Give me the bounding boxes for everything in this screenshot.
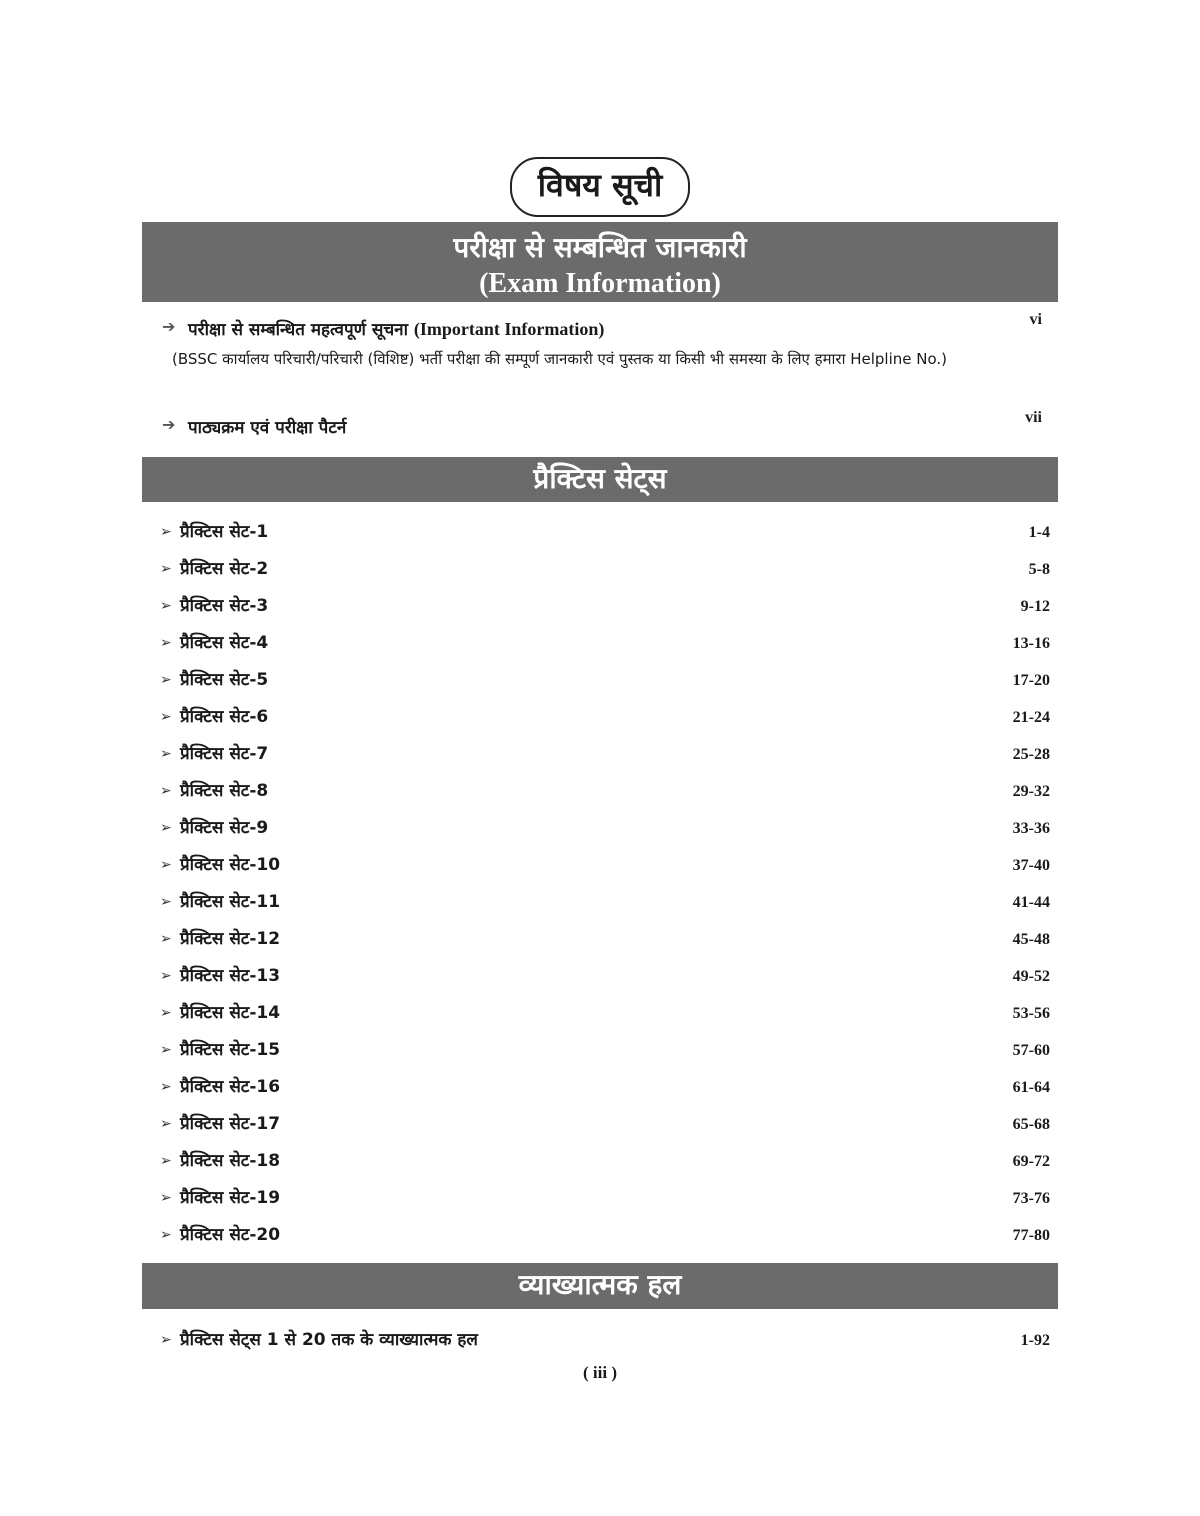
toc-entry-label: प्रैक्टिस सेट-9 (180, 818, 269, 838)
bullet-arrow-icon: ➢ (160, 672, 172, 688)
toc-entry-label-hindi: परीक्षा से सम्बन्धित महत्वपूर्ण सूचना (188, 320, 408, 340)
toc-entry-label-english: (Important Information) (413, 319, 605, 339)
page-title-container (0, 157, 1200, 217)
toc-entry-practice-set[interactable] (160, 592, 1052, 629)
toc-entry-label: प्रैक्टिस सेट-5 (180, 670, 269, 690)
toc-entry-page: 57-60 (1012, 1042, 1050, 1059)
exam-info-heading-hindi: परीक्षा से सम्बन्धित जानकारी (453, 231, 747, 264)
bullet-arrow-icon: ➢ (160, 1005, 172, 1021)
toc-entry-page: 45-48 (1012, 931, 1050, 948)
toc-entry-page: 5-8 (1028, 561, 1050, 578)
toc-entry-label: प्रैक्टिस सेट-4 (180, 633, 269, 653)
toc-entry-solutions[interactable] (160, 1326, 1052, 1356)
practice-sets-heading: प्रैक्टिस सेट्स (533, 462, 667, 495)
toc-entry-label: प्रैक्टिस सेट-3 (180, 596, 269, 616)
toc-entry-page: 41-44 (1012, 894, 1050, 911)
toc-entry-practice-set[interactable] (160, 629, 1052, 666)
toc-entry-practice-set[interactable] (160, 1036, 1052, 1073)
bullet-arrow-icon: ➢ (160, 968, 172, 984)
toc-entry-page: 9-12 (1020, 598, 1050, 615)
exam-info-heading-band (142, 222, 1058, 302)
bullet-arrow-icon: ➢ (160, 783, 172, 799)
toc-entry-practice-set[interactable] (160, 740, 1052, 777)
bullet-arrow-icon: ➢ (160, 524, 172, 540)
toc-entry-label: प्रैक्टिस सेट-17 (180, 1114, 281, 1134)
toc-entry-label (188, 317, 604, 340)
bullet-arrow-icon: ➢ (160, 820, 172, 836)
practice-sets-heading-band (142, 457, 1058, 502)
toc-entry-practice-set[interactable] (160, 851, 1052, 888)
toc-entry-page: 69-72 (1012, 1153, 1050, 1170)
bullet-arrow-icon: ➢ (160, 1079, 172, 1095)
bullet-arrow-icon: ➢ (160, 561, 172, 577)
arrow-right-icon: ➔ (162, 415, 176, 434)
toc-entry-page: 73-76 (1012, 1190, 1050, 1207)
toc-entry-page: vi (1029, 311, 1042, 328)
toc-entry-practice-set[interactable] (160, 1073, 1052, 1110)
toc-entry-practice-set[interactable] (160, 814, 1052, 851)
arrow-right-icon: ➔ (162, 317, 176, 336)
toc-entry-label: प्रैक्टिस सेट्स 1 से 20 तक के व्याख्यात्मक हल (180, 1330, 478, 1350)
bullet-arrow-icon: ➢ (160, 857, 172, 873)
toc-entry-label: प्रैक्टिस सेट-8 (180, 781, 269, 801)
toc-entry-practice-set[interactable] (160, 777, 1052, 814)
bullet-arrow-icon: ➢ (160, 635, 172, 651)
toc-entry-page: 65-68 (1012, 1116, 1050, 1133)
toc-entry-page: 1-92 (1020, 1332, 1050, 1349)
toc-entry-label: प्रैक्टिस सेट-18 (180, 1151, 281, 1171)
toc-entry-label: प्रैक्टिस सेट-19 (180, 1188, 281, 1208)
toc-entry-practice-set[interactable] (160, 888, 1052, 925)
bullet-arrow-icon: ➢ (160, 746, 172, 762)
bullet-arrow-icon: ➢ (160, 709, 172, 725)
bullet-arrow-icon: ➢ (160, 1116, 172, 1132)
toc-entry-label: पाठ्यक्रम एवं परीक्षा पैटर्न (188, 418, 347, 438)
toc-entry-practice-set[interactable] (160, 518, 1052, 555)
toc-entry-label: प्रैक्टिस सेट-11 (180, 892, 281, 912)
toc-entry-page: 21-24 (1012, 709, 1050, 726)
bullet-arrow-icon: ➢ (160, 1153, 172, 1169)
toc-entry-page: 17-20 (1012, 672, 1050, 689)
page-number: ( iii ) (583, 1363, 617, 1382)
toc-entry-page: 1-4 (1028, 524, 1050, 541)
solutions-heading-band (142, 1263, 1058, 1309)
bullet-arrow-icon: ➢ (160, 894, 172, 910)
toc-entry-label: प्रैक्टिस सेट-6 (180, 707, 269, 727)
toc-entry-description: (BSSC कार्यालय परिचारी/परिचारी (विशिष्ट) भर्ती परीक्षा की सम्पूर्ण जानकारी एवं पुस्तक या किसी भी समस्या के लिए हमारा Helpline No.) (172, 350, 948, 368)
toc-entry-practice-set[interactable] (160, 999, 1052, 1036)
toc-entry-page: 37-40 (1012, 857, 1050, 874)
toc-entry-label: प्रैक्टिस सेट-15 (180, 1040, 281, 1060)
bullet-arrow-icon: ➢ (160, 598, 172, 614)
toc-entry-label: प्रैक्टिस सेट-13 (180, 966, 281, 986)
bullet-arrow-icon: ➢ (160, 931, 172, 947)
toc-entry-page: 29-32 (1012, 783, 1050, 800)
toc-entry-practice-set[interactable] (160, 666, 1052, 703)
toc-entry-practice-set[interactable] (160, 555, 1052, 592)
toc-entry-practice-set[interactable] (160, 1110, 1052, 1147)
toc-entry-practice-set[interactable] (160, 925, 1052, 962)
toc-entry-label: प्रैक्टिस सेट-12 (180, 929, 281, 949)
toc-entry-label: प्रैक्टिस सेट-14 (180, 1003, 281, 1023)
toc-entry-practice-set[interactable] (160, 962, 1052, 999)
toc-entry-label: प्रैक्टिस सेट-20 (180, 1225, 281, 1245)
toc-entry-label: प्रैक्टिस सेट-7 (180, 744, 269, 764)
exam-info-heading-english: (Exam Information) (479, 268, 721, 299)
toc-entry-page: vii (1025, 409, 1042, 426)
toc-entry-page: 53-56 (1012, 1005, 1050, 1022)
toc-entry-page: 49-52 (1012, 968, 1050, 985)
bullet-arrow-icon: ➢ (160, 1332, 172, 1348)
toc-entry-page: 33-36 (1012, 820, 1050, 837)
solutions-heading: व्याख्यात्मक हल (518, 1268, 682, 1301)
toc-entry-practice-set[interactable] (160, 1221, 1052, 1258)
toc-entry-practice-set[interactable] (160, 1147, 1052, 1184)
toc-entry-page: 61-64 (1012, 1079, 1050, 1096)
toc-entry-label: प्रैक्टिस सेट-10 (180, 855, 281, 875)
toc-entry-page: 25-28 (1012, 746, 1050, 763)
bullet-arrow-icon: ➢ (160, 1190, 172, 1206)
practice-sets-list (160, 518, 1052, 1258)
toc-entry-practice-set[interactable] (160, 703, 1052, 740)
bullet-arrow-icon: ➢ (160, 1227, 172, 1243)
toc-entry-practice-set[interactable] (160, 1184, 1052, 1221)
bullet-arrow-icon: ➢ (160, 1042, 172, 1058)
toc-entry-label: प्रैक्टिस सेट-16 (180, 1077, 281, 1097)
toc-entry-page: 77-80 (1012, 1227, 1050, 1244)
toc-entry-label: प्रैक्टिस सेट-2 (180, 559, 269, 579)
toc-entry-label: प्रैक्टिस सेट-1 (180, 522, 269, 542)
page-title: विषय सूची (510, 157, 691, 217)
toc-entry-page: 13-16 (1012, 635, 1050, 652)
